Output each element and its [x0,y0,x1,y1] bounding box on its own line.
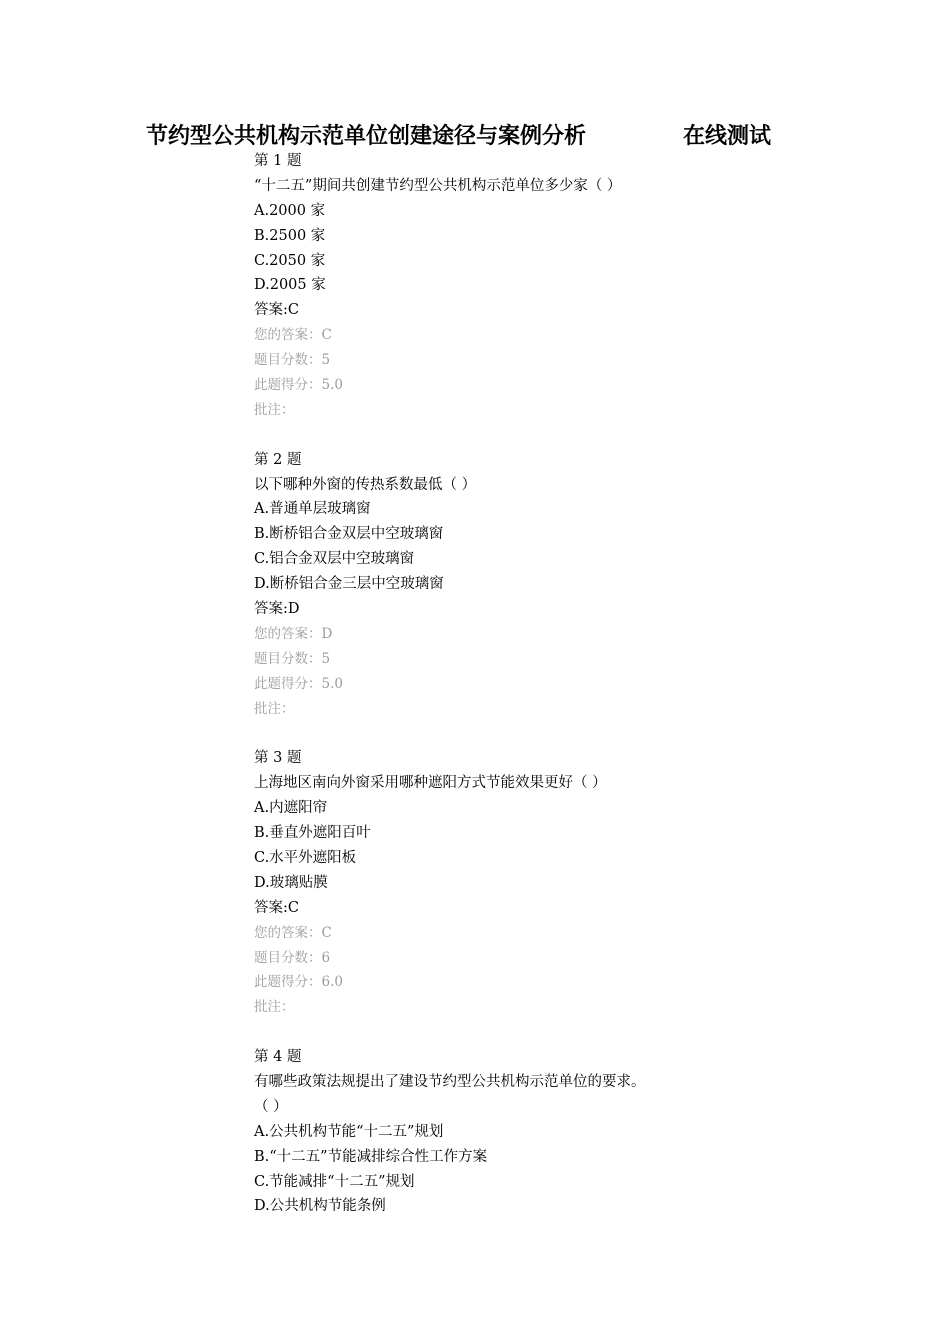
option-b: B.垂直外遮阳百叶 [254,825,371,842]
correct-answer: 答案:D [254,601,300,618]
question-score: 题目分数：5 [254,352,331,369]
spacer [254,1020,814,1045]
question-stem-continuation: （ ） [254,1098,288,1115]
question-score: 题目分数：6 [254,949,331,966]
annotation-label: 批注： [254,999,295,1016]
option-b: B.“十二五”节能减排综合性工作方案 [254,1148,488,1165]
option-c: C.铝合金双层中空玻璃窗 [254,551,415,568]
question-stem: “十二五”期间共创建节约型公共机构示范单位多少家（ ） [254,177,622,194]
question-stem: 有哪些政策法规提出了建设节约型公共机构示范单位的要求。 [254,1073,646,1090]
document-title-suffix: 在线测试 [683,124,772,149]
your-answer: 您的答案：C [254,327,332,344]
earned-score: 此题得分：5.0 [254,675,343,692]
option-d: D.2005 家 [254,277,326,294]
earned-score: 此题得分：5.0 [254,377,343,394]
option-c: C.水平外遮阳板 [254,849,357,866]
option-c: C.2050 家 [254,252,326,269]
question-number: 第 3 题 [254,750,302,767]
option-d: D.玻璃贴膜 [254,874,328,891]
question-block [254,1045,814,1219]
option-a: A.公共机构节能“十二五”规划 [254,1123,444,1140]
option-b: B.2500 家 [254,227,326,244]
option-a: A.内遮阳帘 [254,800,328,817]
spacer [254,721,814,746]
annotation-label: 批注： [254,700,295,717]
correct-answer: 答案:C [254,302,299,319]
option-d: D.公共机构节能条例 [254,1198,386,1215]
option-c: C.节能减排“十二五”规划 [254,1173,415,1190]
spacer [254,423,814,448]
earned-score: 此题得分：6.0 [254,974,343,991]
question-block [254,746,814,1045]
question-score: 题目分数：5 [254,650,331,667]
question-number: 第 2 题 [254,451,302,468]
quiz-content [254,149,814,1219]
option-a: A.普通单层玻璃窗 [254,501,371,518]
question-block [254,448,814,747]
document-title-main: 节约型公共机构示范单位创建途径与案例分析 [146,124,587,149]
your-answer: 您的答案：D [254,625,333,642]
question-block [254,149,814,448]
question-stem: 以下哪种外窗的传热系数最低（ ） [254,476,477,493]
option-a: A.2000 家 [254,202,326,219]
question-stem: 上海地区南向外窗采用哪种遮阳方式节能效果更好（ ） [254,775,607,792]
option-b: B.断桥铝合金双层中空玻璃窗 [254,526,444,543]
correct-answer: 答案:C [254,899,299,916]
option-d: D.断桥铝合金三层中空玻璃窗 [254,576,444,593]
question-number: 第 4 题 [254,1049,302,1066]
annotation-label: 批注： [254,401,295,418]
question-number: 第 1 题 [254,153,302,169]
your-answer: 您的答案：C [254,924,332,941]
